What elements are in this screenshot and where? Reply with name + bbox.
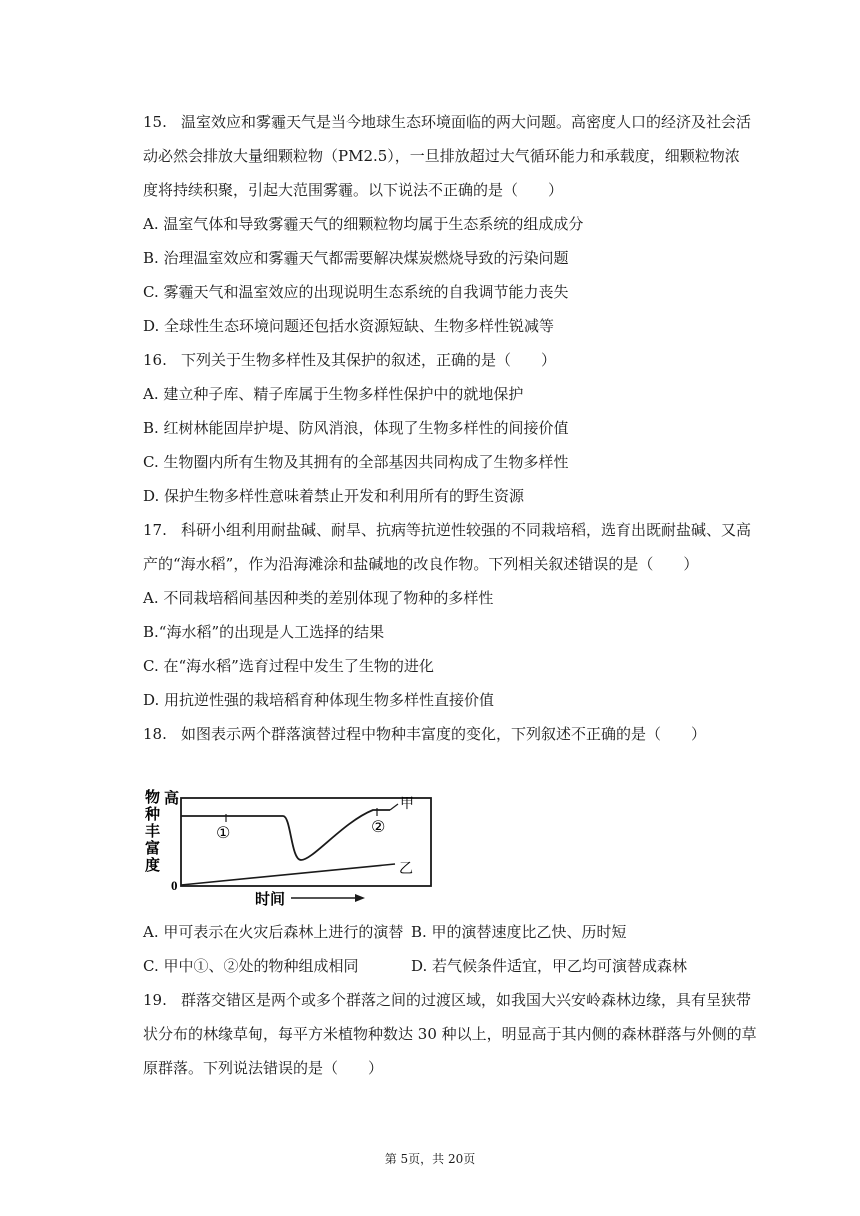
q17-stem-line-1: 17. 科研小组利用耐盐碱、耐旱、抗病等抗逆性较强的不同栽培稻，选育出既耐盐碱、又高 [143,521,752,539]
q16-option-a: A. 建立种子库、精子库属于生物多样性保护中的就地保护 [143,385,524,403]
q17-stem-line-2: 产的“海水稻”，作为沿海滩涂和盐碱地的改良作物。下列相关叙述错误的是（ ） [143,555,699,573]
curve-jia [181,810,390,860]
q18-stem-line-1: 18. 如图表示两个群落演替过程中物种丰富度的变化，下列叙述不正确的是（ ） [143,725,707,743]
y-axis-label-char-3: 丰 [145,824,161,840]
q15-stem-line-2: 动必然会排放大量细颗粒物（PM2.5），一旦排放超过大气循环能力和承载度，细颗粒物浓 [143,147,740,165]
q15-option-c: C. 雾霾天气和温室效应的出现说明生态系统的自我调节能力丧失 [143,283,569,301]
q16-option-d: D. 保护生物多样性意味着禁止开发和利用所有的野生资源 [143,487,525,505]
curve-jia-leader [390,804,398,810]
y-high-label: 高 [164,791,180,807]
q18-option-a: A. 甲可表示在火灾后森林上进行的演替 [143,923,404,941]
y-axis-label-char-5: 度 [145,858,161,874]
q16-option-c: C. 生物圈内所有生物及其拥有的全部基因共同构成了生物多样性 [143,453,569,471]
curve-yi [181,864,395,885]
q15-stem-line-3: 度将持续积聚，引起大范围雾霾。以下说法不正确的是（ ） [143,181,564,199]
x-axis-arrow-head [355,894,365,902]
y-axis-label-char-2: 种 [145,807,161,823]
q17-option-d: D. 用抗逆性强的栽培稻育种体现生物多样性直接价值 [143,691,495,709]
y-zero-label: 0 [171,878,178,893]
curve-jia-label: 甲 [400,797,414,812]
mark1-label: ① [216,823,231,842]
y-axis-label-char-4: 富 [145,841,161,857]
q19-number: 19. [143,991,167,1009]
q19-stem-line-2: 状分布的林缘草甸，每平方米植物种数达 30 种以上，明显高于其内侧的森林群落与外侧的草 [143,1025,757,1043]
mark2-label: ② [371,817,386,836]
q19-stem-line-1: 19. 群落交错区是两个或多个群落之间的过渡区域，如我国大兴安岭森林边缘，具有呈狭带 [143,991,752,1009]
y-axis-label-char-1: 物 [145,790,161,806]
q15-option-b: B. 治理温室效应和雾霾天气都需要解决煤炭燃烧导致的污染问题 [143,249,569,267]
succession-figure [143,782,433,910]
q18-option-b: B. 甲的演替速度比乙快、历时短 [411,923,627,941]
q17-option-a: A. 不同栽培稻间基因种类的差别体现了物种的多样性 [143,589,494,607]
q18-number: 18. [143,725,167,743]
q17-number: 17. [143,521,167,539]
q16-option-b: B. 红树林能固岸护堤、防风消浪，体现了生物多样性的间接价值 [143,419,569,437]
q18-option-d: D. 若气候条件适宜，甲乙均可演替成森林 [411,957,688,975]
q19-stem-line-3: 原群落。下列说法错误的是（ ） [143,1059,384,1077]
q15-stem-line-1: 15. 温室效应和雾霾天气是当今地球生态环境面临的两大问题。高密度人口的经济及社会活 [143,113,752,131]
q18-option-c: C. 甲中①、②处的物种组成相同 [143,957,359,975]
x-axis-label: 时间 [255,892,286,908]
q15-option-d: D. 全球性生态环境问题还包括水资源短缺、生物多样性锐减等 [143,317,555,335]
q18-options-row-1 [143,922,763,942]
q16-number: 16. [143,351,167,369]
q18-options-row-2 [143,956,763,976]
q15-option-a: A. 温室气体和导致雾霾天气的细颗粒物均属于生态系统的组成成分 [143,215,584,233]
q16-stem-line-1: 16. 下列关于生物多样性及其保护的叙述，正确的是（ ） [143,351,557,369]
q17-option-c: C. 在“海水稻”选育过程中发生了生物的进化 [143,657,434,675]
page-footer: 第 5页，共 20页 [384,1152,476,1166]
q17-option-b: B.“海水稻”的出现是人工选择的结果 [143,623,385,641]
curve-yi-label: 乙 [399,862,413,877]
q15-number: 15. [143,113,167,131]
succession-diagram [143,782,433,910]
